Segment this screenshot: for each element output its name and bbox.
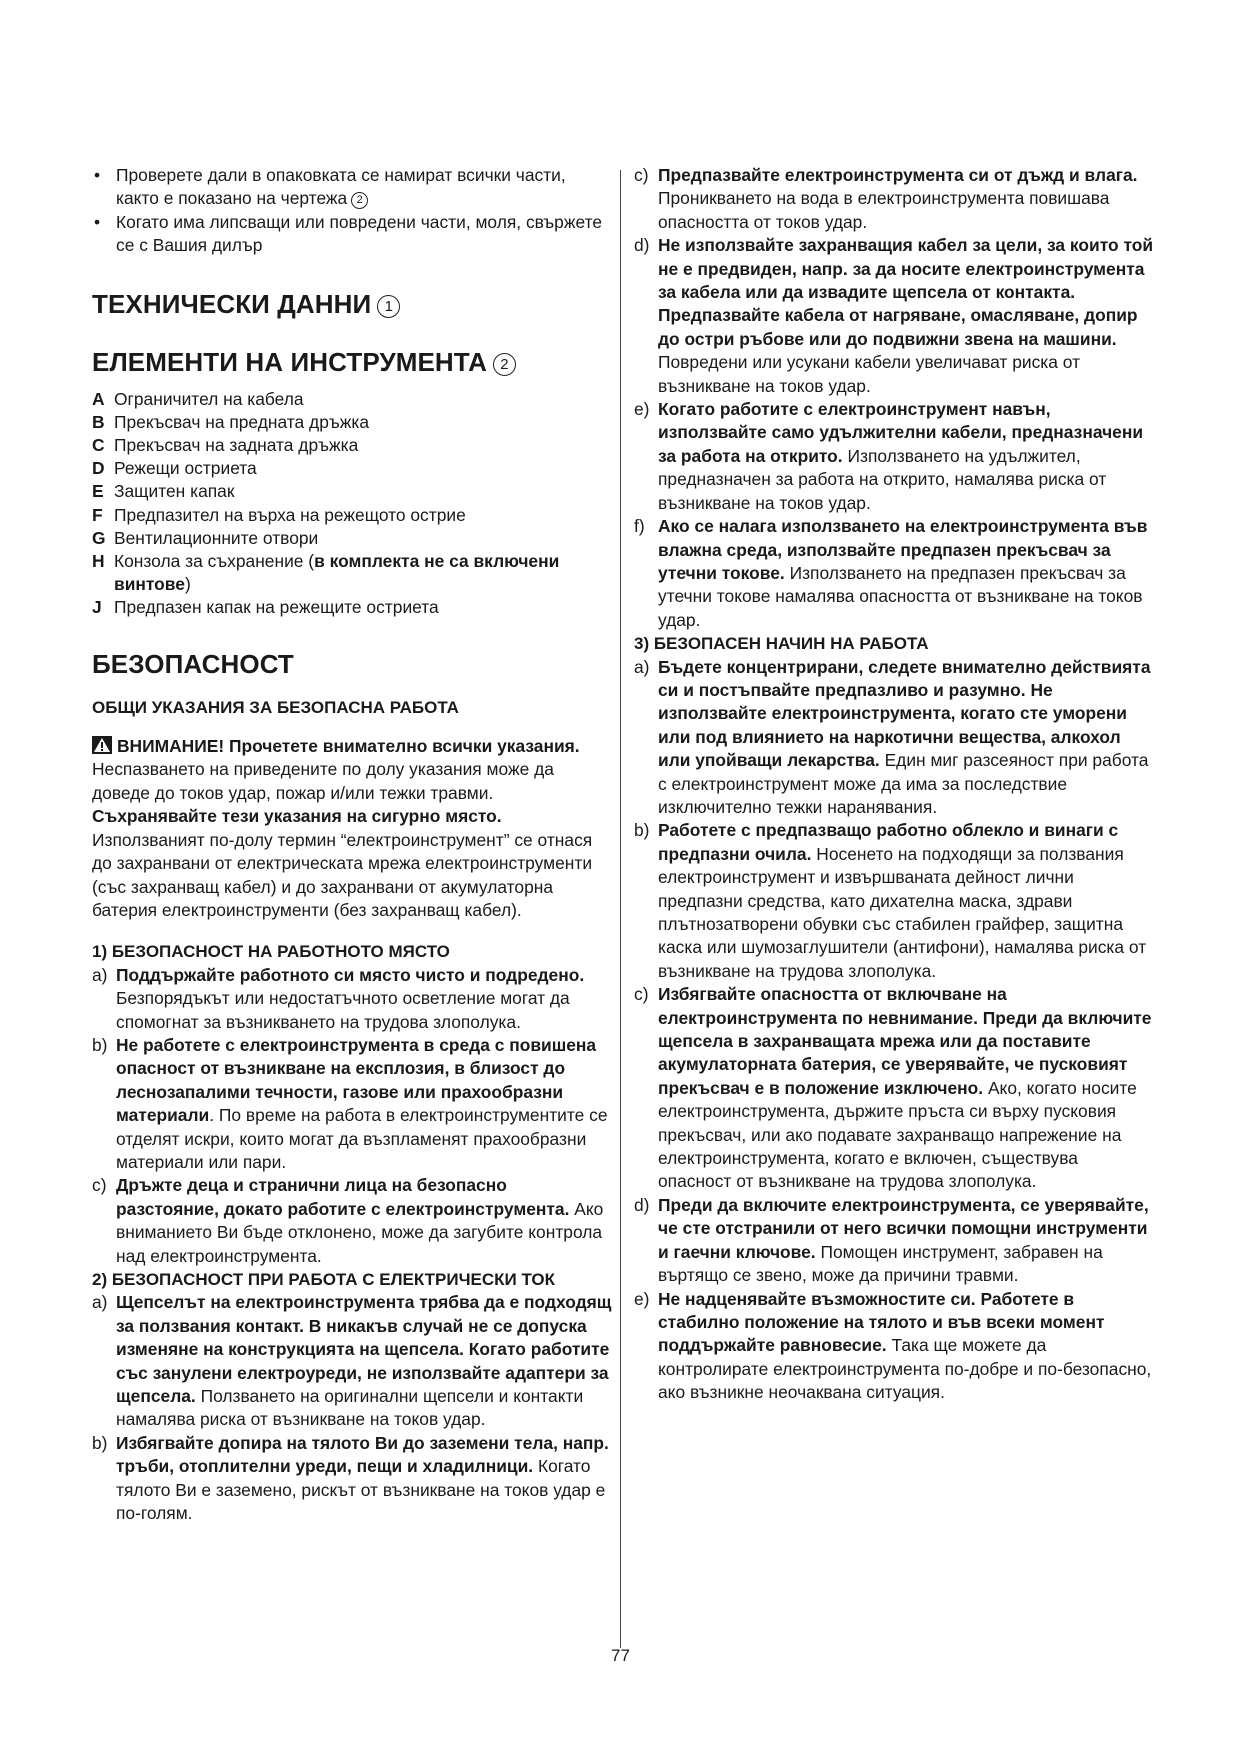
- part-item: J Предпазен капак на режещите остриета: [92, 597, 439, 618]
- bullet-item: • Когато има липсващи или повредени части, моля, свържете се с Вашия дилър: [92, 211, 612, 258]
- safety-rule: b) Не работете с електроинструмента в среда с повишена опасност от възникване на експлозия, в близост до леснозапалими течности, газове или прахообразни материали. По време на работа в електроинструментите се отделят искри, които могат да възпламенят прахообразни материали или пари.: [92, 1034, 608, 1172]
- safety-rule: e) Когато работите с електроинструмент навън, използвайте само удължителни кабели, предназначени за работа на открито. Използването на удължител, предназначен за работа на открито, намалява риска от възникване на токов удар.: [634, 399, 1144, 513]
- figure-ref-icon: 2: [351, 192, 368, 209]
- figure-ref-icon: 1: [377, 295, 400, 318]
- safety-rule: c) Предпазвайте електроинструмента си от дъжд и влага. Проникването на вода в електроинструмента повишава опасността от токов удар.: [634, 165, 1138, 232]
- safety-rule: a) Бъдете концентрирани, следете внимателно действията си и постъпвайте предпазливо и разумно. Не използвайте електроинструмента, когато сте уморени или под влиянието на наркотични вещества, алкохол или упойващи лекарства. Един миг разсеяност при работа с електроинструмент може да има за последствие изключително тежки наранявания.: [634, 656, 1151, 817]
- section-3-title: 3) БЕЗОПАСЕН НАЧИН НА РАБОТА: [634, 634, 929, 654]
- left-column: [92, 164, 612, 1525]
- part-item: E Защитен капак: [92, 481, 235, 502]
- section-1-title: 1) БЕЗОПАСНОСТ НА РАБОТНОТО МЯСТО: [92, 942, 450, 962]
- part-item: D Режещи остриета: [92, 458, 257, 479]
- heading-tool-parts: ЕЛЕМЕНТИ НА ИНСТРУМЕНТА 2: [92, 346, 612, 378]
- safety-rule: b) Работете с предпазващо работно облекло и винаги с предпазни очила. Носенето на подходящи за ползвания електроинструмент и извършваната дейност лични предпазни средства, като дихателна маска, здрави плътнозатворени обувки със стабилен грайфер, защитна каска или шумозаглушители (антифони), намалява риска от възникване на трудова злополука.: [634, 820, 1147, 981]
- safety-rule: a) Поддържайте работното си място чисто и подредено. Безпорядъкът или недостатъчното осветление могат да спомогнат за възникването на трудова злополука.: [92, 964, 585, 1032]
- section-2-title: 2) БЕЗОПАСНОСТ ПРИ РАБОТА С ЕЛЕКТРИЧЕСКИ ТОК: [92, 1270, 556, 1289]
- part-item: G Вентилационните отвори: [92, 527, 319, 548]
- right-column: [634, 164, 1154, 1405]
- part-item: H Конзола за съхранение (в комплекта не са включени винтове): [92, 551, 560, 595]
- part-item: B Прекъсвач на предната дръжка: [92, 411, 370, 432]
- page-number: 77: [611, 1646, 630, 1665]
- safety-rule: d) Преди да включите електроинструмента, се уверявайте, че сте отстранили от него всички помощни инструменти и гаечни ключове. Помощен инструмент, забравен на въртящо се звено, може да причини травми.: [634, 1194, 1149, 1286]
- warning-icon: [92, 736, 112, 754]
- safety-rule: b) Избягвайте допира на тялото Ви до заземени тела, напр. тръби, отоплителни уреди, пещи и хладилници. Когато тялото Ви е заземено, рискът от възникване на токов удар е по-голям.: [92, 1432, 609, 1524]
- bullet-item: • Проверете дали в опаковката се намират всички части, както е показано на чертежа 2: [92, 164, 612, 211]
- safety-rule: d) Не използвайте захранващия кабел за цели, за които той не е предвиден, напр. за да носите електроинструмента за кабела или да извадите щепсела от контакта. Предпазвайте кабела от нагряване, омасляване, допир до остри ръбове или до подвижни звена на машини. Повредени или усукани кабели увеличават риска от възникване на токов удар.: [634, 235, 1154, 396]
- safety-rule: f) Ако се налага използването на електроинструмента във влажна среда, използвайте предпазен прекъсвач за утечни токове. Използването на предпазен прекъсвач за утечни токове намалява опасността от възникване на токов удар.: [634, 516, 1148, 630]
- parts-list: [92, 388, 612, 620]
- part-item: A Ограничител на кабела: [92, 388, 304, 409]
- figure-ref-icon: 2: [493, 353, 516, 376]
- safety-rule: e) Не надценявайте възможностите си. Работете в стабилно положение на тялото и във всеки момент поддържайте равновесие. Така ще можете да контролирате електроинструмента по-добре и по-безопасно, ако възникне неочаквана ситуация.: [634, 1288, 1152, 1403]
- part-item: F Предпазител на върха на режещото острие: [92, 504, 466, 525]
- safety-rule: a) Щепселът на електроинструмента трябва да е подходящ за ползвания контакт. В никакъв случай не се допуска изменяне на конструкцията на щепсела. Когато работите със занулени електроуреди, не използвайте адаптери за щепсела. Ползването на оригинални щепсели и контакти намалява риска от възникване на токов удар.: [92, 1292, 612, 1430]
- safety-rule: c) Дръжте деца и странични лица на безопасно разстояние, докато работите с електроинструмента. Ако вниманието Ви бъде отклонено, може да загубите контрола над електроинструмента.: [92, 1175, 604, 1266]
- warning-paragraph: ВНИМАНИЕ! Прочетете внимателно всички указания. Неспазването на приведените по долу указания може да доведе до токов удар, пожар и/или тежки травми. Съхранявайте тези указания на сигурно място. Използваният по-долу термин “електроинструмент” се отнася до захранвани от електрическата мрежа електроинструменти (със захранващ кабел) и до захранвани от акумулаторна батерия електроинструменти (без захранващ кабел).: [92, 736, 593, 920]
- part-item: C Прекъсвач на задната дръжка: [92, 435, 359, 456]
- heading-safety: БЕЗОПАСНОСТ: [92, 648, 294, 679]
- subheading-general-safety: ОБЩИ УКАЗАНИЯ ЗА БЕЗОПАСНА РАБОТА: [92, 697, 459, 717]
- safety-rule: c) Избягвайте опасността от включване на електроинструмента по невнимание. Преди да включите щепсела в захранващата мрежа или да поставите акумулаторната батерия, се уверявайте, че пусковият прекъсвач е в положение изключено. Ако, когато носите електроинструмента, държите пръста си върху пусковия прекъсвач, или ако подавате захранващо напрежение на електроинструмента, когато е включен, съществува опасност от възникване на трудова злополука.: [634, 984, 1152, 1192]
- column-divider: [620, 170, 621, 1648]
- heading-tech-data: ТЕХНИЧЕСКИ ДАННИ 1: [92, 288, 612, 320]
